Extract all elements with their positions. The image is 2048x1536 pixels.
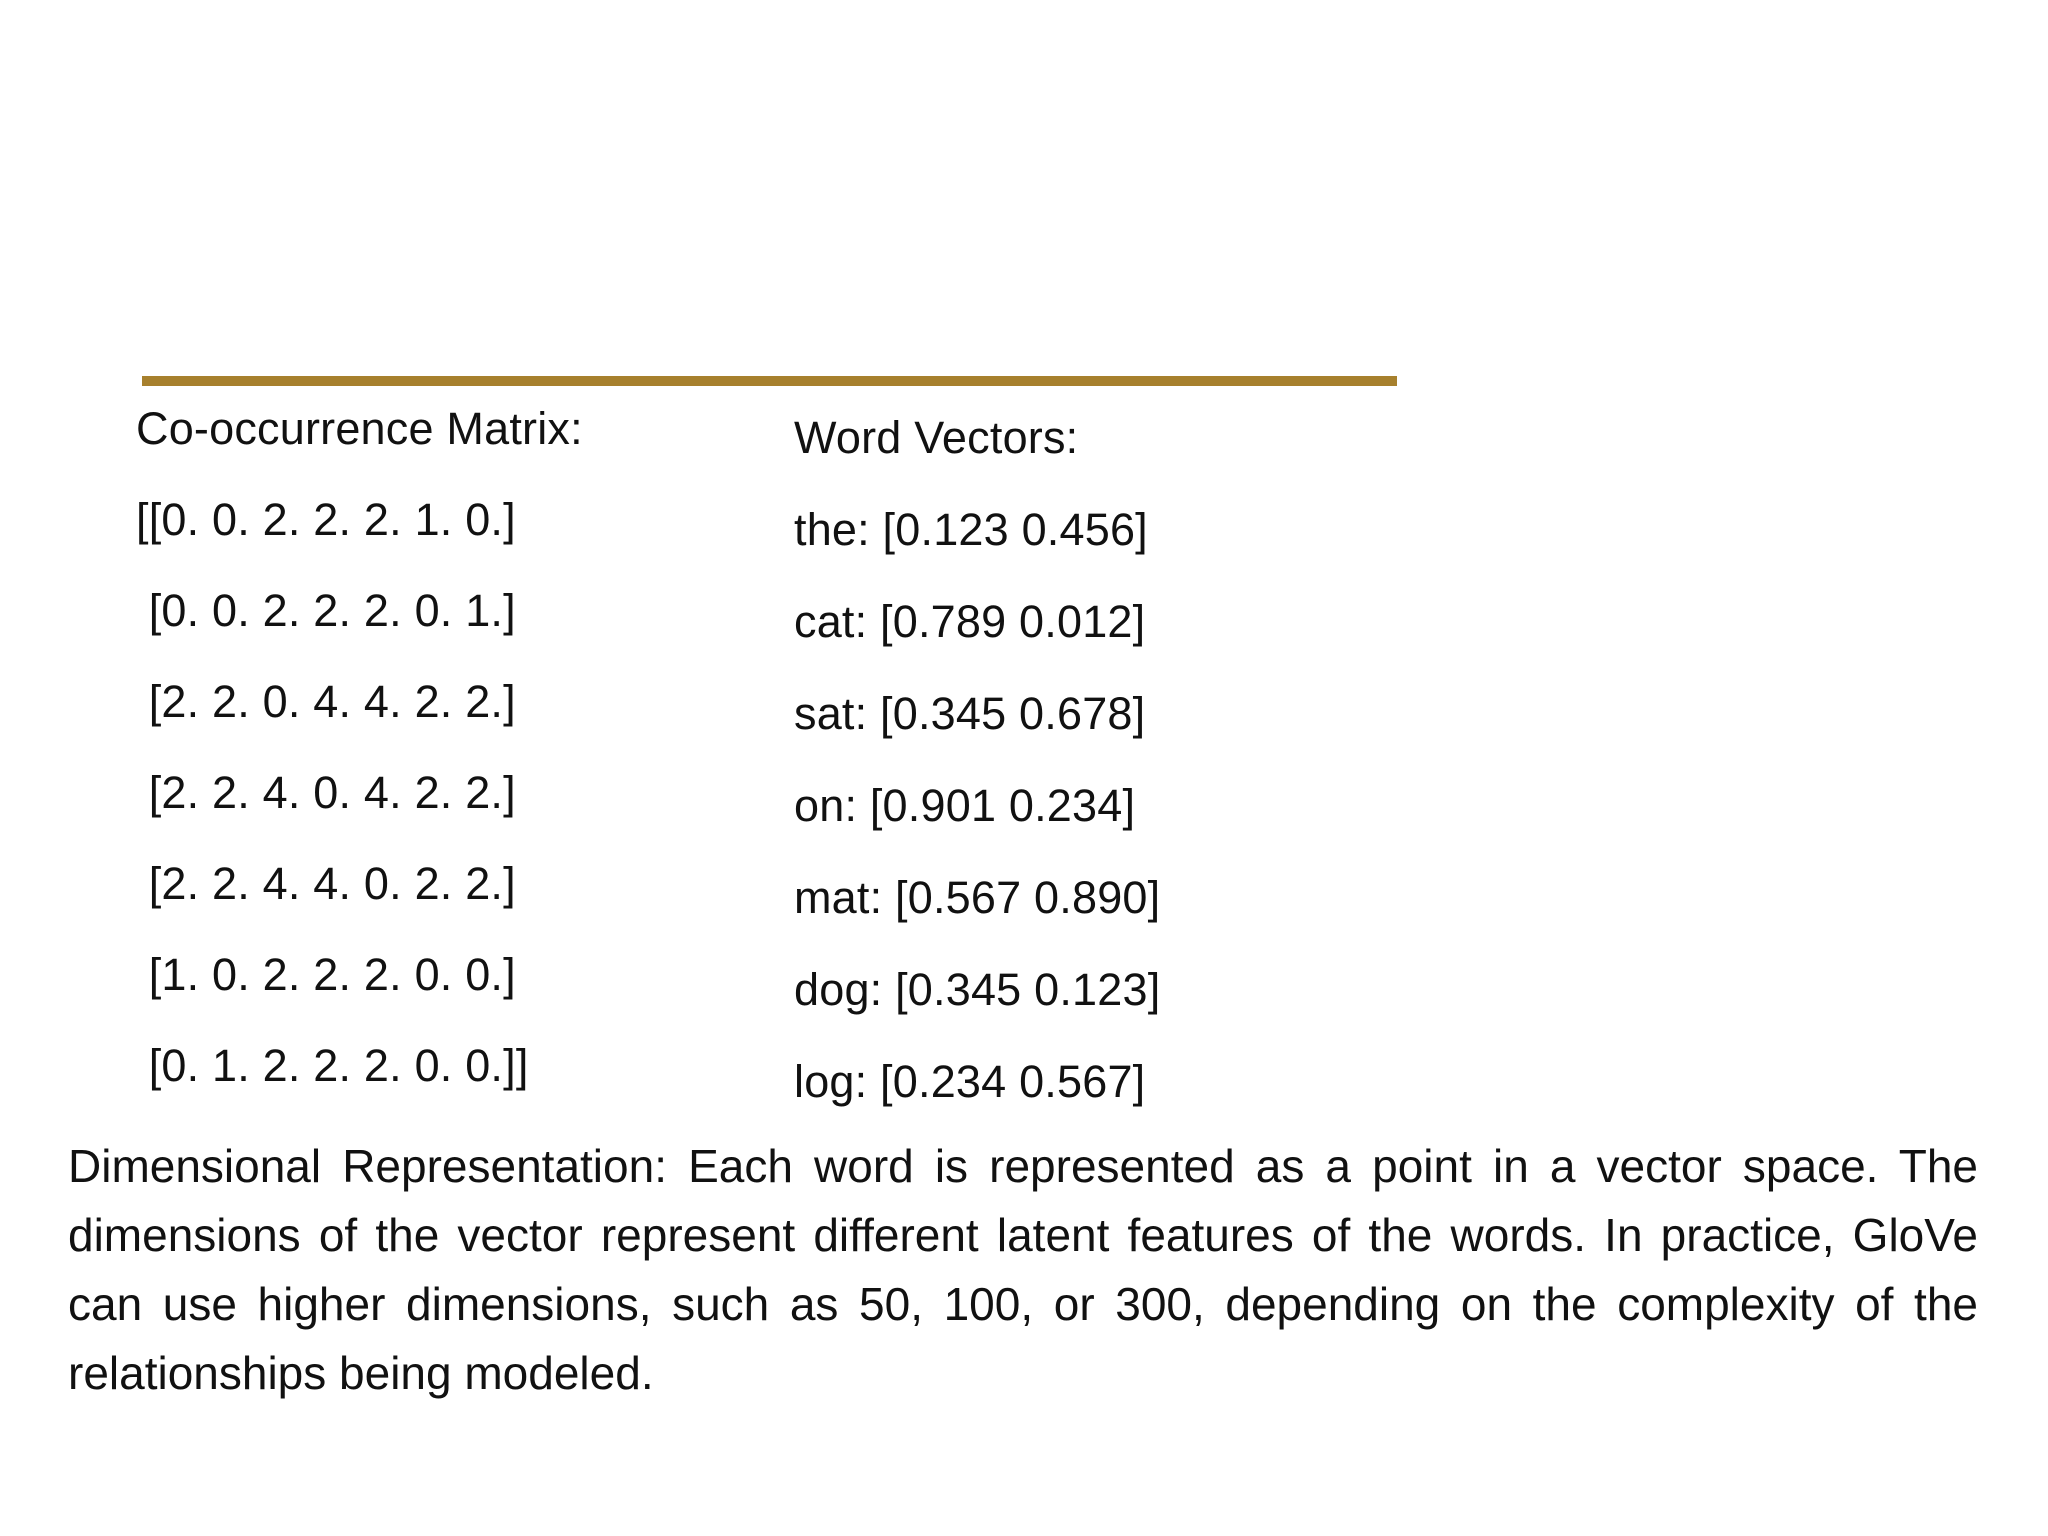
dimensional-representation-paragraph: Dimensional Representation: Each word is represented as a point in a vector space. The dimensions of the vector represent different latent features of the words. In practice, GloVe can use higher dimensions, such as 50, 100, or 300, depending on the complexity of the relationships being modeled. — [68, 1140, 1978, 1399]
word-vector-row: the: [0.123 0.456] — [794, 504, 1148, 555]
matrix-row: [2. 2. 4. 0. 4. 2. 2.] — [136, 767, 516, 818]
accent-divider — [142, 376, 1397, 386]
word-vector-row: dog: [0.345 0.123] — [794, 964, 1161, 1015]
word-vector-row: sat: [0.345 0.678] — [794, 688, 1146, 739]
matrix-row: [1. 0. 2. 2. 2. 0. 0.] — [136, 949, 516, 1000]
word-vector-row: on: [0.901 0.234] — [794, 780, 1136, 831]
cooccurrence-matrix-heading: Co-occurrence Matrix: — [136, 403, 583, 454]
matrix-row: [2. 2. 4. 4. 0. 2. 2.] — [136, 858, 516, 909]
matrix-row: [0. 1. 2. 2. 2. 0. 0.]] — [136, 1040, 529, 1091]
matrix-row: [2. 2. 0. 4. 4. 2. 2.] — [136, 676, 516, 727]
matrix-row: [[0. 0. 2. 2. 2. 1. 0.] — [136, 494, 516, 545]
matrix-row: [0. 0. 2. 2. 2. 0. 1.] — [136, 585, 516, 636]
word-vectors-heading: Word Vectors: — [794, 412, 1079, 463]
word-vector-row: log: [0.234 0.567] — [794, 1056, 1146, 1107]
word-vector-row: mat: [0.567 0.890] — [794, 872, 1161, 923]
word-vector-row: cat: [0.789 0.012] — [794, 596, 1146, 647]
